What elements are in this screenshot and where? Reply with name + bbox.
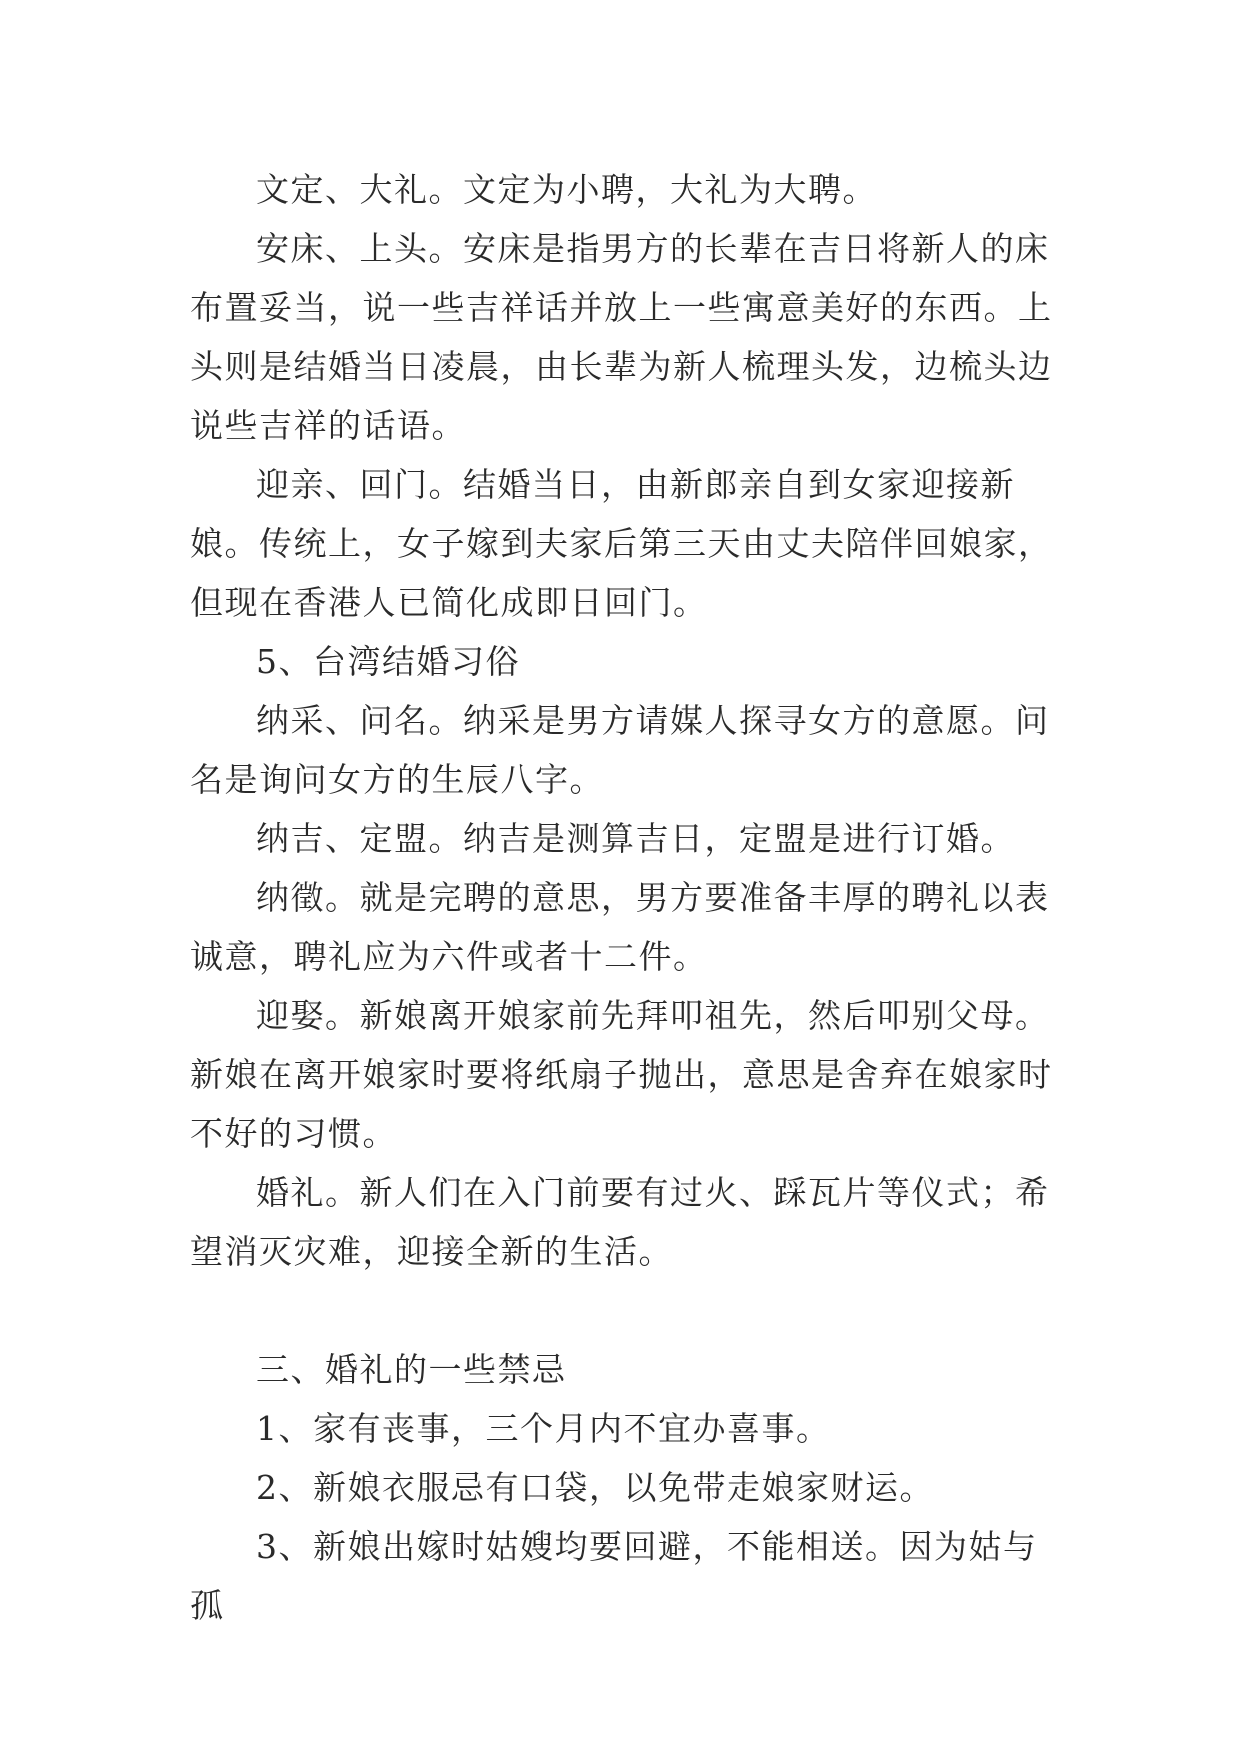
paragraph-anchuang-shangtou: 安床、上头。安床是指男方的长辈在吉日将新人的床布置妥当，说一些吉祥话并放上一些寓意美好的东西。上头则是结婚当日凌晨，由长辈为新人梳理头发，边梳头边说些吉祥的话语。 [190, 229, 1053, 445]
list-item-taboo-1: 1、家有丧事，三个月内不宜办喜事。 [256, 1409, 831, 1448]
paragraph-naji-dingmeng: 纳吉、定盟。纳吉是测算吉日，定盟是进行订婚。 [256, 819, 1015, 858]
list-item-taboo-2: 2、新娘衣服忌有口袋，以免带走娘家财运。 [256, 1468, 934, 1507]
section-heading-taboos: 三、婚礼的一些禁忌 [256, 1350, 567, 1389]
paragraph-yingqin-huimen: 迎亲、回门。结婚当日，由新郎亲自到女家迎接新娘。传统上，女子嫁到夫家后第三天由丈夫陪伴回娘家，但现在香港人已简化成即日回门。 [190, 465, 1053, 622]
paragraph-nazheng: 纳徵。就是完聘的意思，男方要准备丰厚的聘礼以表诚意，聘礼应为六件或者十二件。 [190, 878, 1050, 976]
paragraph-hunli: 婚礼。新人们在入门前要有过火、踩瓦片等仪式；希望消灭灾难，迎接全新的生活。 [190, 1173, 1050, 1271]
blank-line [190, 1281, 1070, 1340]
section-heading-taiwan-customs: 5、台湾结婚习俗 [256, 642, 520, 681]
list-item-taboo-3: 3、新娘出嫁时姑嫂均要回避，不能相送。因为姑与孤 [190, 1527, 1038, 1625]
paragraph-yingqu: 迎娶。新娘离开娘家前先拜叩祖先，然后叩别父母。新娘在离开娘家时要将纸扇子抛出，意思是舍弃在娘家时不好的习惯。 [190, 996, 1053, 1153]
paragraph-wending-dali: 文定、大礼。文定为小聘，大礼为大聘。 [256, 170, 877, 209]
document-body [190, 160, 1070, 1635]
paragraph-nacai-wenming: 纳采、问名。纳采是男方请媒人探寻女方的意愿。问名是询问女方的生辰八字。 [190, 701, 1050, 799]
